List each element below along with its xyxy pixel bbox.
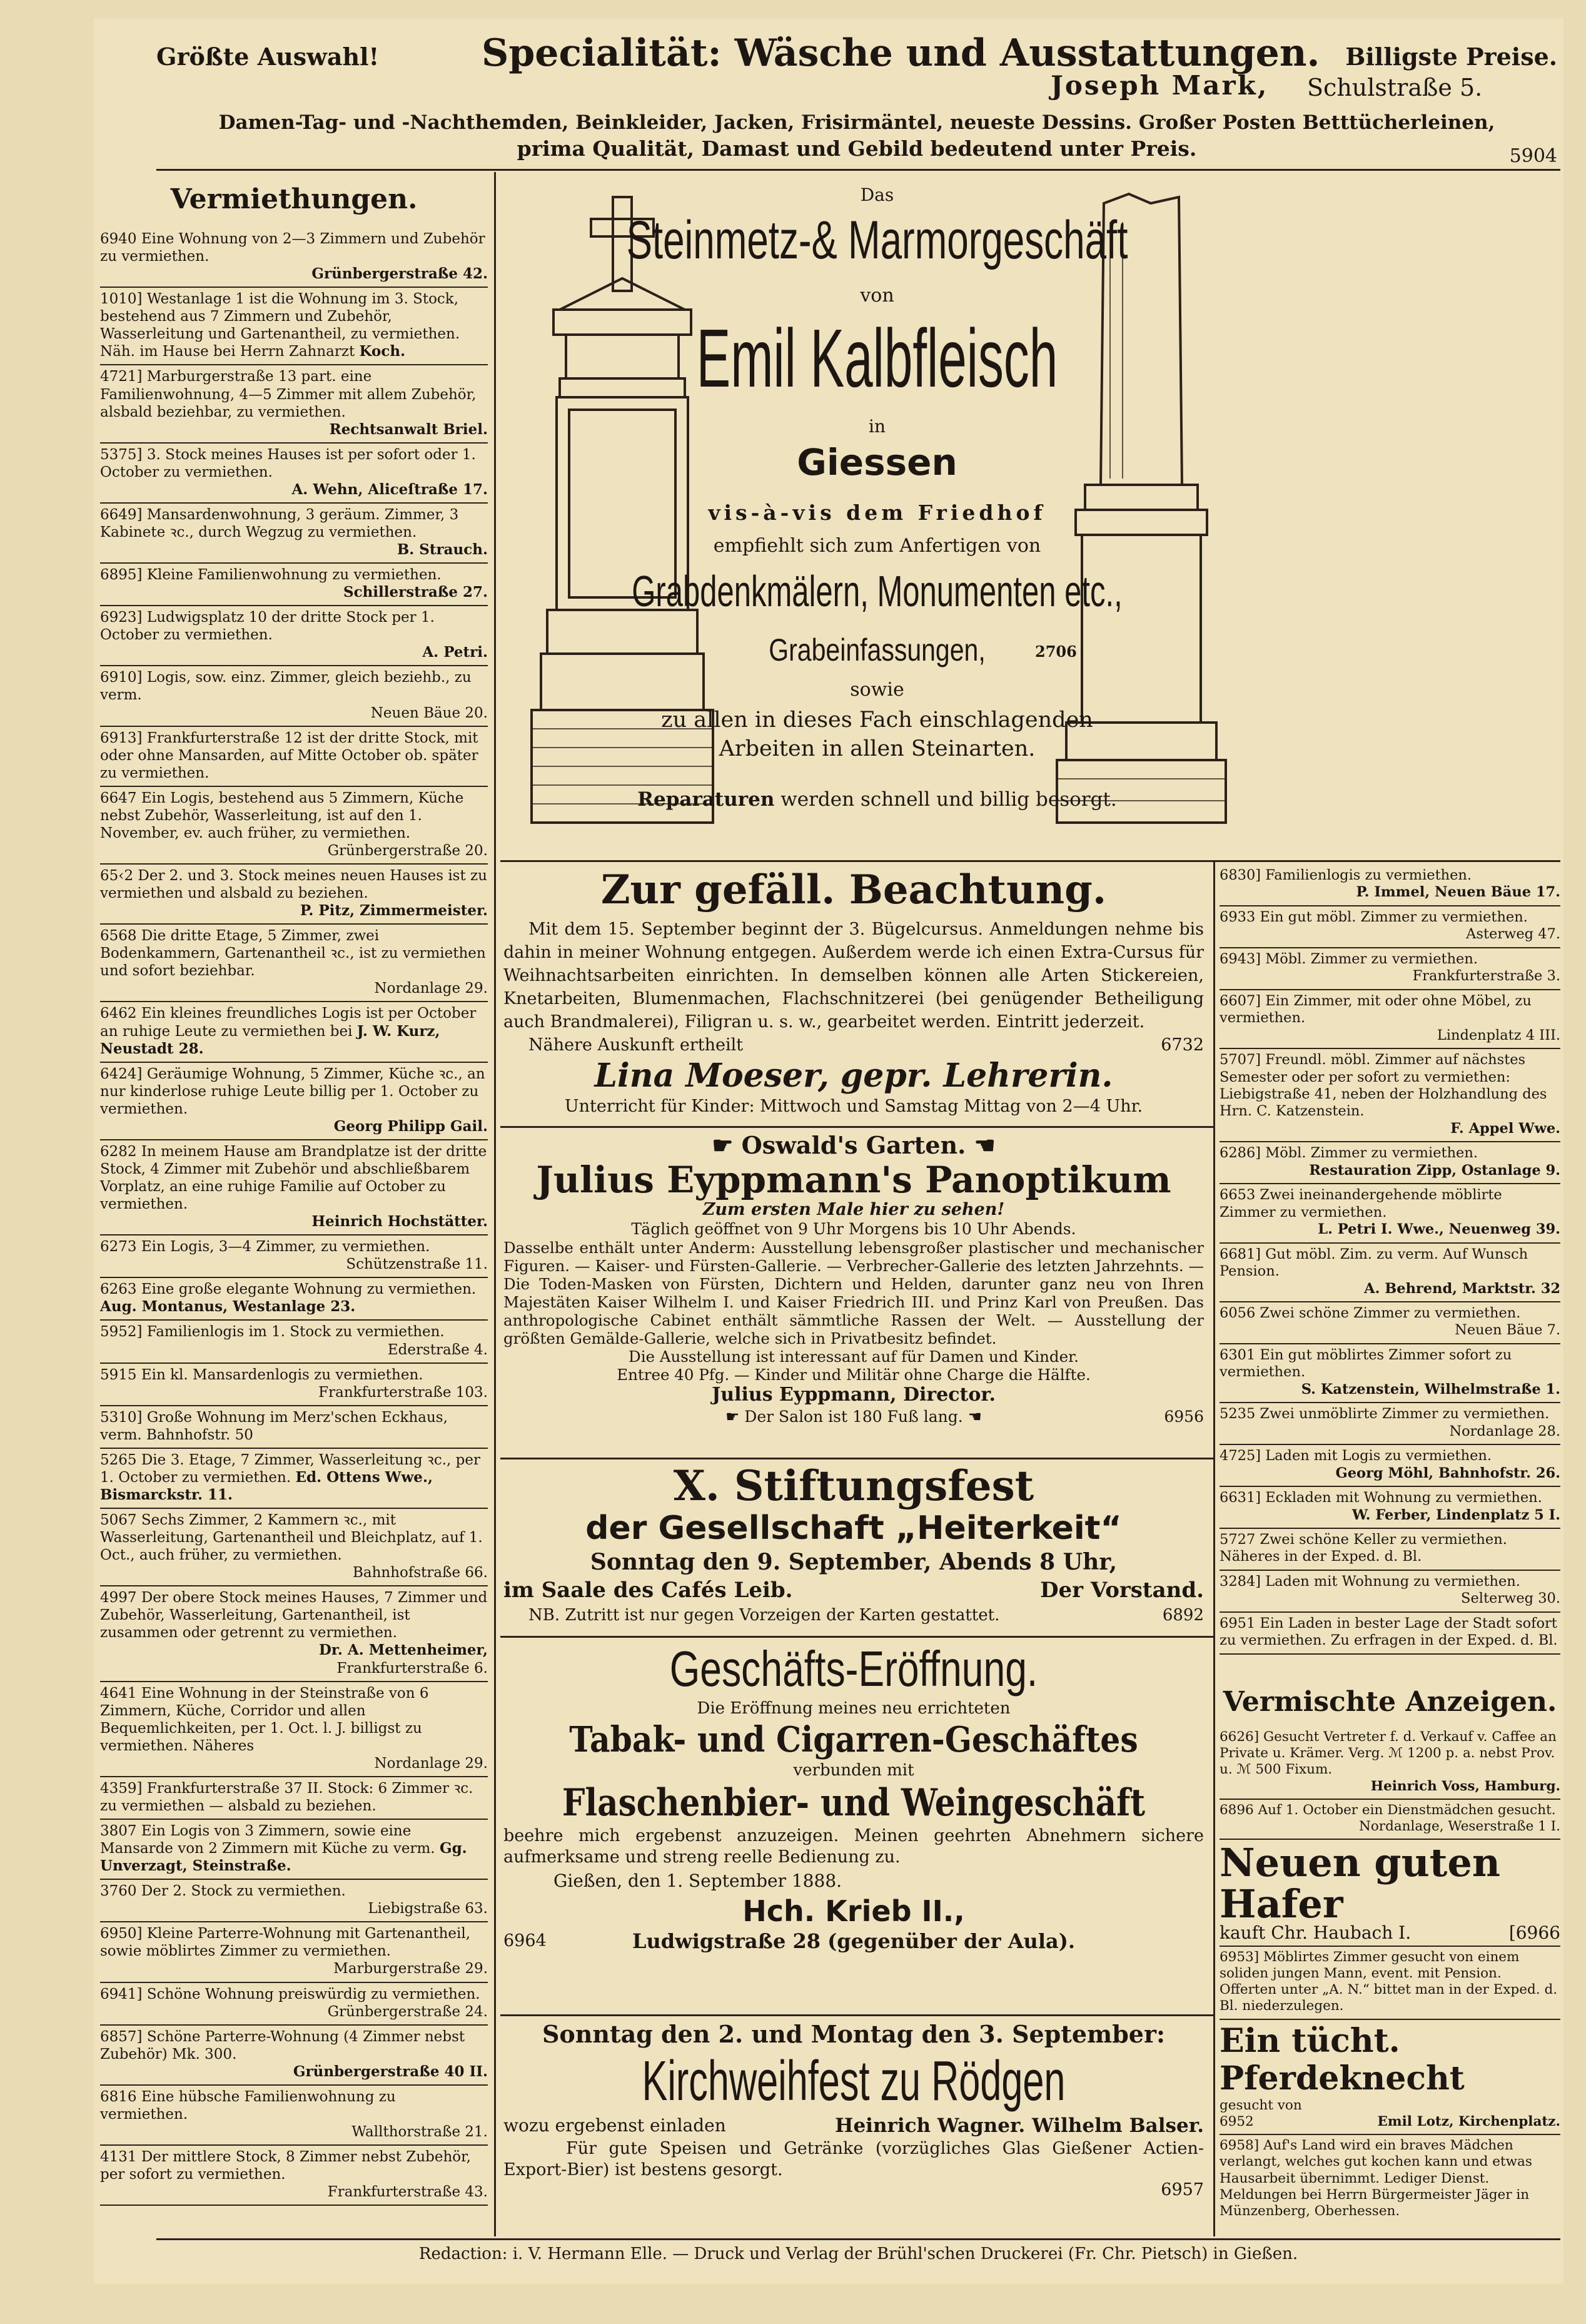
left-ad-text: 3760 Der 2. Stock zu vermiethen.	[100, 1883, 346, 1900]
vertreter-sig: Heinrich Voss, Hamburg.	[1370, 1778, 1560, 1794]
stone-vis: vis-à-vis dem Friedhof	[708, 500, 1046, 525]
kirchweih-ad	[503, 2019, 1204, 2200]
stone-city: Giessen	[797, 441, 957, 484]
stiftung-ref: 6892	[1162, 1606, 1204, 1625]
left-ad-text: 6462 Ein kleines freundliches Logis ist per October an ruhige Leute zu vermiethen bei	[100, 1005, 477, 1040]
left-ad-address: Frankfurterstraße 6.	[336, 1660, 488, 1677]
left-ad-text: 6649] Mansardenwohnung, 3 geräum. Zimmer, 3 Kabinete ꝛc., durch Wegzug zu vermiethen.	[100, 506, 459, 540]
left-ad-text: 6282 In meinem Hause am Brandplatze ist der dritte Stock, 4 Zimmer mit Zubehör und abschließbarem Vorplatz, an eine ruhige Familie auf October zu vermiethen.	[100, 1143, 487, 1213]
right-ad	[1220, 1184, 1560, 1243]
pferdeknecht-sig-row	[1220, 2114, 1560, 2130]
maedchen-text: 6896 Auf 1. October ein Dienstmädchen gesucht.	[1220, 1802, 1556, 1818]
header-right: Billigste Preise.	[1345, 43, 1557, 71]
panoptikum-sign: Julius Eyppmann, Director.	[712, 1384, 996, 1406]
left-ad-signature: Schillerstraße 27.	[343, 584, 488, 601]
left-ad	[100, 1278, 488, 1321]
right-ad-signature: F. Appel Wwe.	[1450, 1120, 1560, 1137]
header-left: Größte Auswahl!	[156, 43, 380, 71]
left-ad	[100, 1682, 488, 1777]
panoptikum-garden: Oswald's Garten.	[741, 1131, 966, 1159]
footer-rule	[156, 2238, 1560, 2240]
left-ad-text: 6895] Kleine Familienwohnung zu vermiethen.	[100, 567, 442, 584]
eroeffnung-mid: verbunden mit	[793, 1761, 914, 1780]
pferdeknecht-ref: 6952	[1220, 2113, 1254, 2129]
footer-imprint: Redaction: i. V. Hermann Elle. — Druck und Verlag der Brühl'schen Druckerei (Fr. Chr. Pietsch) in Gießen.	[418, 2245, 1298, 2263]
beachtung-sign: Lina Moeser, gepr. Lehrerin.	[594, 1057, 1113, 1095]
left-ad-text: 5310] Große Wohnung im Merz'schen Eckhaus, verm. Bahnhofstr. 50	[100, 1409, 448, 1443]
left-ad-text: 4641 Eine Wohnung in der Steinstraße von 6 Zimmern, Küche, Corridor und allen Bequemlichkeiten, per 1. Oct. l. J. billigst zu vermiethen. Näheres	[100, 1685, 429, 1754]
left-ad	[100, 925, 488, 1002]
land-maedchen-ad	[1220, 2135, 1560, 2223]
left-ad-address: Neuen Bäue 20.	[370, 704, 488, 721]
stone-line-2: Arbeiten in allen Steinarten.	[719, 736, 1036, 761]
pferdeknecht-sig: Emil Lotz, Kirchenplatz.	[1377, 2113, 1560, 2129]
right-ad-text: 6607] Ein Zimmer, mit oder ohne Möbel, zu vermiethen.	[1220, 992, 1532, 1027]
right-ad	[1220, 1049, 1560, 1142]
vertreter-ad	[1220, 1727, 1560, 1800]
right-ad-text: 6631] Eckladen mit Wohnung zu vermiethen.	[1220, 1489, 1542, 1506]
left-ad-text: 6941] Schöne Wohnung preiswürdig zu vermiethen.	[100, 1986, 480, 2002]
hand-left-icon: ☛	[712, 1131, 742, 1159]
left-ad-signature: Grünbergerstraße 40 II.	[293, 2063, 488, 2080]
header-address: Schulstraße 5.	[1307, 74, 1483, 101]
kirchweih-date: Sonntag den 2. und Montag den 3. September:	[542, 2020, 1165, 2048]
left-ad	[100, 288, 488, 365]
left-ad	[100, 2146, 488, 2206]
eroeffnung-big-1: Tabak- und Cigarren-Geschäftes	[569, 1719, 1138, 1760]
hand-right-icon-2: ☚	[962, 1408, 982, 1426]
beachtung-ad	[503, 866, 1204, 1118]
pferdeknecht-line: gesucht von	[1220, 2097, 1302, 2113]
left-ad	[100, 1063, 488, 1140]
left-ad-address: Ederstraße 4.	[387, 1341, 488, 1358]
hafer-title: Neuen guten Hafer	[1220, 1840, 1500, 1927]
stone-rep-rest: werden schnell und billig besorgt.	[780, 788, 1117, 811]
stiftung-nb-line	[503, 1604, 1204, 1626]
left-ad	[100, 2026, 488, 2086]
stone-sowie: sowie	[850, 679, 904, 701]
kirchweih-body: Für gute Speisen und Getränke (vorzügliches Glas Gießener Actien-Export-Bier) ist bestens gesorgt.	[503, 2139, 1204, 2179]
right-ad	[1220, 1244, 1560, 1302]
right-ad	[1220, 1403, 1560, 1445]
left-ad-bold: Koch.	[359, 343, 406, 360]
right-ad	[1220, 865, 1560, 906]
right-ad-text: 6286] Möbl. Zimmer zu vermiethen.	[1220, 1145, 1478, 1162]
left-ad-text: 6647 Ein Logis, bestehend aus 5 Zimmern, Küche nebst Zubehör, Wasserleitung, ist auf den 1. November, ev. auch früher, zu vermiethen.	[100, 789, 464, 841]
stone-title: Steinmetz-& Marmorgeschäft	[626, 210, 1128, 270]
right-ad-text: 6943] Möbl. Zimmer zu vermiethen.	[1220, 950, 1478, 967]
right-ad	[1220, 948, 1560, 990]
right-ad-address: Selterweg 30.	[1461, 1590, 1560, 1607]
right-ad	[1220, 990, 1560, 1049]
kirchweih-invite-line	[503, 2113, 1204, 2138]
vermischte-section	[1220, 1686, 1560, 2223]
header-rule	[156, 169, 1560, 171]
panoptikum-entree: Entree 40 Pfg. — Kinder und Militär ohne Charge die Hälfte.	[617, 1366, 1091, 1384]
left-ad-bold: Gg. Unverzagt, Steinstraße.	[100, 1840, 467, 1875]
right-ad-signature: L. Petri I. Wwe., Neuenweg 39.	[1318, 1221, 1560, 1238]
left-ad	[100, 1321, 488, 1363]
left-ad-address: Liebigstraße 63.	[368, 1900, 488, 1917]
right-ad	[1220, 1302, 1560, 1344]
eroeffnung-intro: Die Eröffnung meines neu errichteten	[697, 1699, 1011, 1718]
hafer-ref: [6966	[1508, 1922, 1560, 1944]
beachtung-naehere: Nähere Auskunft ertheilt	[528, 1035, 744, 1055]
left-ad	[100, 865, 488, 925]
left-ad	[100, 606, 488, 666]
right-ad-address: Asterweg 47.	[1466, 926, 1560, 943]
stone-das: Das	[860, 185, 894, 205]
left-ad-text: 5375] 3. Stock meines Hauses ist per sofort oder 1. October zu vermiethen.	[100, 446, 476, 480]
right-ad-text: 6653 Zwei ineinandergehende möblirte Zimmer zu vermiethen.	[1220, 1187, 1502, 1220]
vertreter-text: 6626] Gesucht Vertreter f. d. Verkauf v. Caffee an Private u. Krämer. Verg. ℳ 1200 p. a. nebst Prov. u. ℳ 500 Fixum.	[1220, 1729, 1557, 1778]
eroeffnung-body: beehre mich ergebenst anzuzeigen. Meinen geehrten Abnehmern sichere aufmerksame und streng reelle Bedienung zu.	[503, 1826, 1204, 1867]
left-ad-signature: A. Petri.	[422, 644, 488, 661]
right-ad-text: 5235 Zwei unmöblirte Zimmer zu vermiethen.	[1220, 1406, 1550, 1423]
left-ad	[100, 666, 488, 726]
right-ad	[1220, 1445, 1560, 1487]
stiftung-nb: NB. Zutritt ist nur gegen Vorzeigen der Karten gestattet.	[528, 1606, 1000, 1625]
vermiethungen-title: Vermiethungen.	[170, 183, 418, 215]
stiftung-place-line	[503, 1576, 1204, 1604]
left-ad	[100, 787, 488, 865]
left-ad-address: Frankfurterstraße 103.	[318, 1384, 488, 1401]
beachtung-title: Zur gefäll. Beachtung.	[600, 866, 1107, 913]
steinmetz-rule	[500, 860, 1560, 862]
right-ad-text: 6681] Gut möbl. Zim. zu verm. Auf Wunsch Pension.	[1220, 1246, 1528, 1280]
left-ad-text: 6273 Ein Logis, 3—4 Zimmer, zu vermiethen.	[100, 1239, 430, 1256]
stone-ref: 2706	[1035, 642, 1077, 661]
left-ad-text: 1010] Westanlage 1 ist die Wohnung im 3. Stock, bestehend aus 7 Zimmern und Zubehör, Wasserleitung und Gartenantheil, zu vermiethen. Näh. im Hause bei Herrn Zahnarzt	[100, 291, 460, 360]
left-column	[100, 172, 488, 2206]
left-ad-text: 4721] Marburgerstraße 13 part. eine Familienwohnung, 4—5 Zimmer mit allem Zubehör, alsbald beziehbar, zu vermiethen.	[100, 368, 477, 420]
stone-name: Emil Kalbfleisch	[696, 312, 1058, 404]
stiftung-date: Sonntag den 9. September, Abends 8 Uhr,	[590, 1549, 1118, 1575]
left-ad-text: 4131 Der mittlere Stock, 8 Zimmer nebst Zubehör, per sofort zu vermiethen.	[100, 2149, 471, 2183]
right-ad-signature: Restauration Zipp, Ostanlage 9.	[1309, 1162, 1560, 1179]
left-ad	[100, 1236, 488, 1278]
stone-in: in	[869, 416, 886, 437]
right-column	[1220, 865, 1560, 1655]
left-ad-bold: Aug. Montanus, Westanlage 23.	[100, 1298, 356, 1316]
right-ad-text: 4725] Laden mit Logis zu vermiethen.	[1220, 1448, 1492, 1464]
panoptikum-body: Dasselbe enthält unter Anderm: Ausstellung lebensgroßer plastischer und mechanischer Figuren. — Kaiser- und Fürsten-Gallerie. — Verbrecher-Gallerie des letzten Jahrzehnts. — Die Toden-Masken von Fürsten, Dichtern und Helden, darunter ganz neu von Ihren Majestäten Kaiser Wilhelm I. und Kaiser Friedrich III. und Prinz Karl von Preußen. Das anthropologische Cabinet enthält sämmtliche Rassen der Welt. — Ausstellung der größten Gemälde-Gallerie, welche sich in Privatbesitz befindet.	[503, 1239, 1204, 1347]
left-ad-address: Frankfurterstraße 43.	[327, 2184, 488, 2201]
left-ad-signature: Georg Philipp Gail.	[333, 1117, 488, 1135]
left-ad	[100, 444, 488, 504]
left-ad-address: Nordanlage 29.	[374, 1755, 488, 1772]
hafer-ad	[1220, 1840, 1560, 1946]
column-rule-left	[494, 172, 496, 2236]
header-center: Specialität: Wäsche und Ausstattungen.	[482, 31, 1320, 75]
beachtung-ref: 6732	[1161, 1035, 1204, 1055]
left-ad	[100, 1777, 488, 1820]
newspaper-page	[94, 19, 1563, 2283]
left-ad-text: 6913] Frankfurterstraße 12 ist der dritte Stock, mit oder ohne Mansarden, auf Mitte October ob. später zu vermiethen.	[100, 729, 478, 781]
left-ad-text: 6950] Kleine Parterre-Wohnung mit Gartenantheil, sowie möblirtes Zimmer zu vermiethen.	[100, 1926, 471, 1960]
right-ad	[1220, 1571, 1560, 1613]
left-ad-address: Grünbergerstraße 24.	[327, 2003, 488, 2020]
kirchweih-signers: Heinrich Wagner. Wilhelm Balser.	[835, 2114, 1204, 2137]
hafer-line: kauft Chr. Haubach I.	[1220, 1922, 1412, 1944]
right-ad-signature: A. Behrend, Marktstr. 32	[1364, 1280, 1560, 1297]
panoptikum-garden-line	[503, 1131, 1204, 1160]
hand-left-icon-2: ☛	[725, 1408, 745, 1426]
left-ad	[100, 1509, 488, 1586]
left-ad-text: 4359] Frankfurterstraße 37 II. Stock: 6 Zimmer ꝛc. zu vermiethen — alsbald zu beziehen.	[100, 1780, 473, 1814]
eroeffnung-title: Geschäfts-Eröffnung.	[669, 1641, 1038, 1697]
left-ad-text: 6910] Logis, sow. einz. Zimmer, gleich beziehb., zu verm.	[100, 669, 472, 704]
left-ad	[100, 504, 488, 564]
stone-grabdenkmaeler: Grabdenkmälern, Monumenten etc.,	[632, 567, 1123, 616]
header-merchant: Joseph Mark,	[1051, 70, 1269, 101]
maedchen-ad	[1220, 1800, 1560, 1840]
left-ad-bold: J. W. Kurz, Neustadt 28.	[100, 1022, 440, 1057]
header-line-3: Damen-Tag- und -Nachthemden, Beinkleider, Jacken, Frisirmäntel, neueste Dessins. Großer Posten Betttücherleinen,	[218, 111, 1495, 134]
panoptikum-rule	[500, 1458, 1213, 1459]
right-ad	[1220, 1142, 1560, 1184]
panoptikum-ad	[503, 1131, 1204, 1428]
pferdeknecht-title: Ein tücht. Pferdeknecht	[1220, 2021, 1465, 2098]
hafer-line-row	[1220, 1922, 1560, 1944]
left-ads-list	[100, 228, 488, 2206]
left-ad-text: 65‹2 Der 2. und 3. Stock meines neuen Hauses ist zu vermiethen und alsbald zu beziehen.	[100, 868, 487, 902]
left-ad	[100, 1406, 488, 1449]
left-ad-address: Grünbergerstraße 20.	[327, 842, 488, 859]
column-rule-right	[1213, 860, 1215, 2236]
beachtung-naehere-line	[503, 1033, 1204, 1057]
left-ad-text: 6857] Schöne Parterre-Wohnung (4 Zimmer nebst Zubehör) Mk. 300.	[100, 2028, 465, 2063]
left-ad-signature: P. Pitz, Zimmermeister.	[300, 902, 488, 920]
vermischte-title: Vermischte Anzeigen.	[1223, 1686, 1557, 1718]
left-ad	[100, 1140, 488, 1236]
stone-line-1: zu allen in dieses Fach einschlagenden	[661, 708, 1093, 733]
stone-rep-bold: Reparaturen	[637, 788, 775, 811]
right-ad-text: 6056 Zwei schöne Zimmer zu vermiethen.	[1220, 1304, 1521, 1321]
right-ad-signature: P. Immel, Neuen Bäue 17.	[1356, 884, 1560, 901]
left-ad-address: Bahnhofstraße 66.	[352, 1565, 488, 1581]
left-ad-text: 6263 Eine große elegante Wohnung zu vermiethen.	[100, 1281, 477, 1298]
stone-grabeinfassungen: Grabeinfassungen,	[769, 632, 986, 667]
left-ad-text: 4997 Der obere Stock meines Hauses, 7 Zimmer und Zubehör, Wasserleitung, Gartenantheil, ist zusammen oder getrennt zu vermiethen.	[100, 1590, 488, 1642]
right-ad-address: Lindenplatz 4 III.	[1437, 1027, 1560, 1043]
stiftung-vorstand: Der Vorstand.	[1040, 1578, 1204, 1603]
panoptikum-title: Julius Eyppmann's Panoptikum	[536, 1159, 1171, 1201]
right-ad-text: 5727 Zwei schöne Keller zu vermiethen. Näheres in der Exped. d. Bl.	[1220, 1531, 1507, 1565]
eroeffnung-big-2: Flaschenbier- und Weingeschäft	[562, 1781, 1146, 1825]
panoptikum-visit: Die Ausstellung ist interessant auf für Damen und Kinder.	[629, 1347, 1079, 1366]
left-ad	[100, 1449, 488, 1509]
panoptikum-first: Zum ersten Male hier zu sehen!	[702, 1200, 1005, 1219]
right-ad	[1220, 906, 1560, 948]
right-ad-text: 6830] Familienlogis zu vermiethen.	[1220, 867, 1472, 883]
right-ad-text: 6933 Ein gut möbl. Zimmer zu vermiethen.	[1220, 908, 1528, 925]
left-ad-signature: A. Wehn, Aliceſtraße 17.	[291, 480, 488, 498]
panoptikum-salon: Der Salon ist 180 Fuß lang.	[744, 1408, 963, 1426]
eroeffnung-ref: 6964	[503, 1931, 547, 1951]
left-ad-bold: Ed. Ottens Wwe., Bismarckstr. 11.	[100, 1468, 433, 1503]
right-ad-signature: S. Katzenstein, Wilhelmstraße 1.	[1301, 1381, 1560, 1398]
beachtung-body: Mit dem 15. September beginnt der 3. Bügelcursus. Anmeldungen nehme bis dahin in meiner Wohnung entgegen. Außerdem werde ich einen Extra-Cursus für Weihnachtsarbeiten einrichten. In demselben können alle Arten Stickereien, Knetarbeiten, Blumenmachen, Flachschnitzerei (bei genügender Betheiligung auch Brandmalerei), Filigran u. s. w., gearbeitet werden. Eintritt jederzeit.	[503, 920, 1204, 1032]
eroeffnung-date: Gießen, den 1. September 1888.	[553, 1870, 842, 1891]
left-ad-text: 6568 Die dritte Etage, 5 Zimmer, zwei Bodenkammern, Gartenantheil ꝛc., ist zu vermiethen und sofort beziehbar.	[100, 928, 486, 980]
left-ad	[100, 727, 488, 787]
left-ad	[100, 1586, 488, 1682]
moebl-gesucht-ad	[1220, 1947, 1560, 2020]
stone-empfiehlt: empfiehlt sich zum Anfertigen von	[713, 535, 1041, 557]
right-ad-address: Nordanlage 28.	[1449, 1423, 1560, 1439]
right-ad-signature: W. Ferber, Lindenplatz 5 I.	[1351, 1506, 1560, 1523]
right-ad-signature: Georg Möhl, Bahnhofstr. 26.	[1335, 1464, 1560, 1481]
stiftungsfest-rule	[500, 1636, 1213, 1638]
left-ad-address: Marburgerstraße 29.	[333, 1961, 488, 1977]
right-ad	[1220, 1613, 1560, 1655]
maedchen-rt: Nordanlage, Weserstraße 1 I.	[1359, 1819, 1560, 1835]
right-ad	[1220, 1487, 1560, 1529]
kirchweih-title: Kirchweihfest zu Rödgen	[642, 2050, 1066, 2113]
left-ad-signature: Heinrich Hochstätter.	[311, 1213, 488, 1231]
eroeffnung-addr-line	[503, 1928, 1204, 1954]
eroeffnung-sign: Hch. Krieb II.,	[742, 1894, 965, 1928]
eroeffnung-addr: Ludwigstraße 28 (gegenüber der Aula).	[632, 1929, 1075, 1953]
panoptikum-salon-line	[503, 1406, 1204, 1428]
left-ad	[100, 1983, 488, 2026]
eroeffnung-rule	[500, 2014, 1213, 2016]
beachtung-rule	[500, 1126, 1213, 1128]
left-ad-text: 3807 Ein Logis von 3 Zimmern, sowie eine Mansarde von 2 Zimmern mit Küche zu verm.	[100, 1823, 435, 1857]
left-ad-address: Wallthorstraße 21.	[351, 2123, 488, 2140]
kirchweih-invite: wozu ergebenst einladen	[503, 2115, 726, 2136]
left-ad	[100, 2086, 488, 2146]
kirchweih-ref: 6957	[1161, 2180, 1204, 2200]
right-ad	[1220, 1344, 1560, 1403]
left-ad	[100, 1820, 488, 1880]
left-ad	[100, 1880, 488, 1922]
stiftung-place: im Saale des Cafés Leib.	[503, 1578, 793, 1603]
land-maedchen-text: 6958] Auf's Land wird ein braves Mädchen verlangt, welches gut kochen kann und etwas Hausarbeit übernimmt. Lediger Dienst. Meldungen bei Herrn Bürgermeister Jäger in Münzenberg, Oberhessen.	[1220, 2138, 1532, 2219]
left-ad	[100, 1364, 488, 1406]
left-ad	[100, 1002, 488, 1062]
right-ad	[1220, 1529, 1560, 1571]
moebl-gesucht-text: 6953] Möblirtes Zimmer gesucht von einem soliden jungen Mann, event. mit Pension. Offerten unter „A. N.“ bittet man in der Exped. d. Bl. niederzulegen.	[1220, 1949, 1558, 2014]
right-ad-text: 5707] Freundl. möbl. Zimmer auf nächstes Semester oder per sofort zu vermiethen: Liebigstraße 41, neben der Holzhandlung des Hrn. C. Katzenstein.	[1220, 1052, 1547, 1120]
panoptikum-ref: 6956	[1164, 1408, 1204, 1426]
steinmetz-ad	[503, 172, 1251, 854]
left-ad-text: 6923] Ludwigsplatz 10 der dritte Stock per 1. October zu vermiethen.	[100, 609, 435, 644]
hand-right-icon: ☚	[966, 1131, 996, 1159]
right-ad-text: 6951 Ein Laden in bester Lage der Stadt sofort zu vermiethen. Zu erfragen in der Exped. d. Bl.	[1220, 1615, 1558, 1649]
left-ad-address: Nordanlage 29.	[374, 980, 488, 997]
stiftungsfest-ad	[503, 1463, 1204, 1626]
left-ad-signature: Dr. A. Mettenheimer,	[318, 1642, 488, 1659]
left-ad-text: 6424] Geräumige Wohnung, 5 Zimmer, Küche ꝛc., an nur kinderlose ruhige Leute billig per 1. October zu vermiethen.	[100, 1065, 485, 1117]
left-ad	[100, 564, 488, 606]
stone-reparaturen	[503, 788, 1251, 811]
stiftung-title: X. Stiftungsfest	[673, 1461, 1034, 1510]
eroeffnung-ad	[503, 1640, 1204, 1954]
left-ad	[100, 1922, 488, 1982]
header-line-4: prima Qualität, Damast und Gebild bedeutend unter Preis.	[517, 136, 1197, 161]
beachtung-unterricht: Unterricht für Kinder: Mittwoch und Samstag Mittag von 2—4 Uhr.	[564, 1097, 1143, 1116]
left-ad-signature: Grünbergerstraße 42.	[311, 265, 488, 283]
left-ad	[100, 365, 488, 443]
stiftung-sub: der Gesellschaft „Heiterkeit“	[585, 1510, 1122, 1547]
right-ad-address: Frankfurterstraße 3.	[1412, 968, 1560, 985]
left-ad-text: 5915 Ein kl. Mansardenlogis zu vermiethen.	[100, 1366, 423, 1383]
pferdeknecht-ad	[1220, 2020, 1560, 2135]
right-ad-text: 6301 Ein gut möblirtes Zimmer sofort zu vermiethen.	[1220, 1346, 1512, 1381]
left-ad-text: 5952] Familienlogis im 1. Stock zu vermiethen.	[100, 1324, 445, 1341]
left-ad-text: 5067 Sechs Zimmer, 2 Kammern ꝛc., mit Wasserleitung, Gartenantheil und Bleichplatz, auf 1. Oct., auch früher, zu vermiethen.	[100, 1512, 483, 1564]
left-ad-signature: B. Strauch.	[396, 541, 488, 558]
right-ad-text: 3284] Laden mit Wohnung zu vermiethen.	[1220, 1573, 1520, 1590]
left-ad-text: 6816 Eine hübsche Familienwohnung zu vermiethen.	[100, 2088, 396, 2123]
left-ad-text: 5265 Die 3. Etage, 7 Zimmer, Wasserleitung ꝛc., per 1. October zu vermiethen.	[100, 1451, 480, 1486]
stone-von: von	[860, 285, 894, 307]
right-ads-list	[1220, 865, 1560, 1655]
panoptikum-hours: Täglich geöffnet von 9 Uhr Morgens bis 10 Uhr Abends.	[631, 1220, 1076, 1238]
right-ad-address: Neuen Bäue 7.	[1455, 1322, 1560, 1339]
left-ad	[100, 228, 488, 288]
header-ref: 5904	[1509, 145, 1557, 167]
left-ad-text: 6940 Eine Wohnung von 2—3 Zimmern und Zubehör zu vermiethen.	[100, 231, 485, 265]
left-ad-address: Schützenstraße 11.	[346, 1256, 488, 1273]
left-ad-signature: Rechtsanwalt Briel.	[329, 420, 488, 438]
